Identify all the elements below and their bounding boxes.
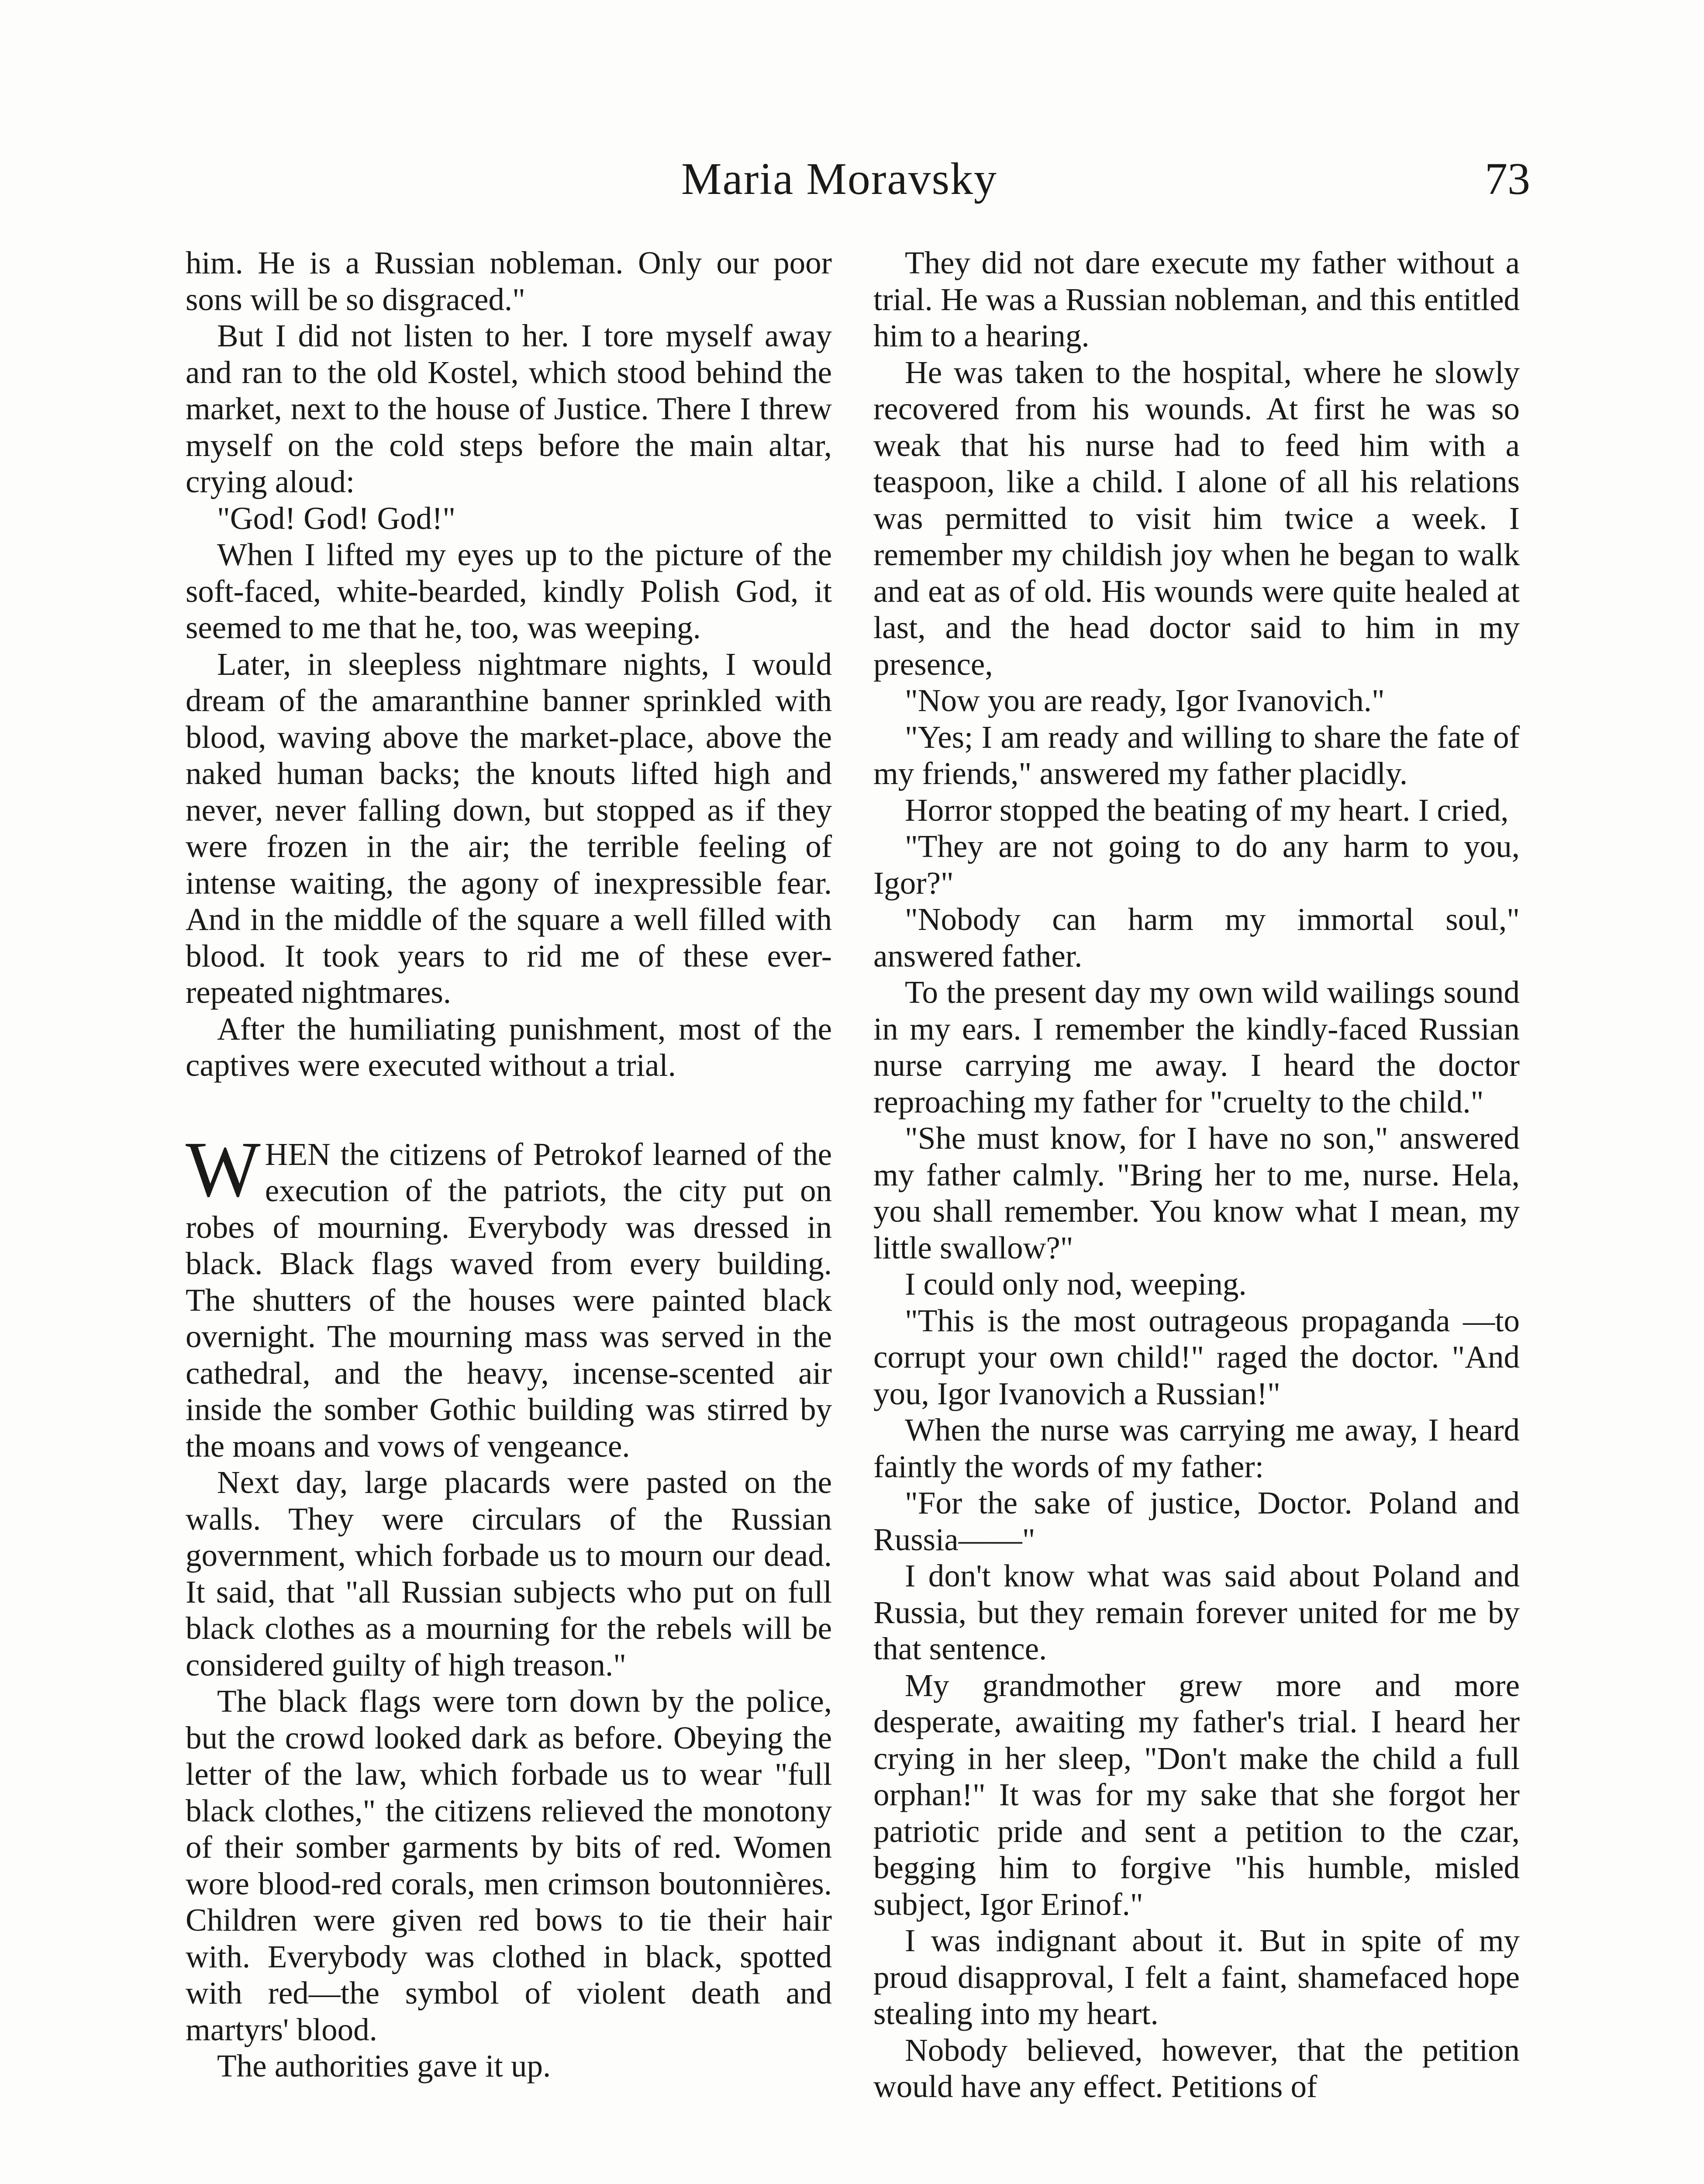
right-column (873, 245, 1520, 2105)
paragraph: "She must know, for I have no son," answered my father calmly. "Bring her to me, nurse. Hela, you shall remember. You know what I mean, my little swallow?" (873, 1120, 1520, 1265)
paragraph: I don't know what was said about Poland and Russia, but they remain forever united for me by that sentence. (873, 1558, 1520, 1666)
paragraph: He was taken to the hospital, where he slowly recovered from his wounds. At first he was so weak that his nurse had to feed him with a teaspoon, like a child. I alone of all his relations was permitted to visit him twice a week. I remember my childish joy when he began to walk and eat as of old. His wounds were quite healed at last, and the head doctor said to him in my presence, (873, 354, 1520, 682)
paragraph: After the humiliating punishment, most of the captives were executed without a trial. (186, 1011, 832, 1083)
paragraph: "Yes; I am ready and willing to share the fate of my friends," answered my father placidly. (873, 719, 1520, 791)
paragraph: My grandmother grew more and more desperate, awaiting my father's trial. I heard her crying in her sleep, "Don't make the child a full orphan!" It was for my sake that she forgot her patriotic pride and sent a petition to the czar, begging him to forgive "his humble, misled subject, Igor Erinof." (873, 1667, 1520, 1922)
running-head (0, 151, 1704, 207)
paragraph: When the nurse was carrying me away, I heard faintly the words of my father: (873, 1412, 1520, 1484)
paragraph: "God! God! God!" (217, 500, 456, 536)
paragraph: They did not dare execute my father without a trial. He was a Russian nobleman, and this entitled him to a hearing. (873, 245, 1520, 353)
paragraph: But I did not listen to her. I tore myself away and ran to the old Kostel, which stood behind the market, next to the house of Justice. There I threw myself on the cold steps before the main altar, crying aloud: (186, 318, 832, 499)
paragraph: To the present day my own wild wailings sound in my ears. I remember the kindly-faced Russian nurse carrying me away. I heard the doctor reproaching my father for "cruelty to the child." (873, 975, 1520, 1120)
page-number: 73 (1485, 154, 1530, 204)
paragraph: Next day, large placards were pasted on the walls. They were circulars of the Russian government, which forbade us to mourn our dead. It said, that "all Russian subjects who put on full black clothes as a mourning for the rebels will be considered guilty of high treason." (186, 1465, 832, 1683)
paragraph: "Now you are ready, Igor Ivanovich." (905, 683, 1385, 718)
section-opening-paragraph (186, 1125, 832, 1465)
paragraph: I could only nod, weeping. (905, 1266, 1247, 1302)
running-title: Maria Moravsky (681, 154, 998, 204)
paragraph: Nobody believed, however, that the petition would have any effect. Petitions of (873, 2032, 1520, 2104)
paragraph: I was indignant about it. But in spite of my proud disapproval, I felt a faint, shamefaced hope stealing into my heart. (873, 1923, 1520, 2031)
paragraph: "For the sake of justice, Doctor. Poland and Russia——" (873, 1485, 1520, 1557)
drop-cap: W (186, 1125, 261, 1213)
paragraph: The authorities gave it up. (217, 2048, 551, 2084)
paragraph: "Nobody can harm my immortal soul," answered father. (873, 902, 1520, 974)
paragraph: him. He is a Russian nobleman. Only our poor sons will be so disgraced." (186, 245, 832, 317)
paragraph: Horror stopped the beating of my heart. I cried, (905, 792, 1509, 828)
paragraph: "This is the most outrageous propaganda —to corrupt your own child!" raged the doctor. "And you, Igor Ivanovich a Russian!" (873, 1303, 1520, 1411)
paragraph: When I lifted my eyes up to the picture of the soft-faced, white-bearded, kindly Polish God, it seemed to me that he, too, was weeping. (186, 537, 832, 645)
section-opening-text: HEN the citizens of Petrokof learned of the execution of the patriots, the city put on robes of mourning. Everybody was dressed in black. Black flags waved from every building. The shutters of the houses were painted black overnight. The mourning mass was served in the cathedral, and the heavy, incense-scented air inside the somber Gothic building was stirred by the moans and vows of vengeance. (186, 1136, 832, 1464)
paragraph: Later, in sleepless nightmare nights, I would dream of the amaranthine banner sprinkled with blood, waving above the market-place, above the naked human backs; the knouts lifted high and never, never falling down, but stopped as if they were frozen in the air; the terrible feeling of intense waiting, the agony of inexpressible fear. And in the middle of the square a well filled with blood. It took years to rid me of these ever-repeated nightmares. (186, 646, 832, 1010)
paragraph: The black flags were torn down by the police, but the crowd looked dark as before. Obeying the letter of the law, which forbade us to wear "full black clothes," the citizens relieved the monotony of their somber garments by bits of red. Women wore blood-red corals, men crimson boutonnières. Children were given red bows to tie their hair with. Everybody was clothed in black, spotted with red—the symbol of violent death and martyrs' blood. (186, 1683, 832, 2047)
left-column (186, 245, 832, 2084)
paragraph: "They are not going to do any harm to you, Igor?" (873, 829, 1520, 901)
